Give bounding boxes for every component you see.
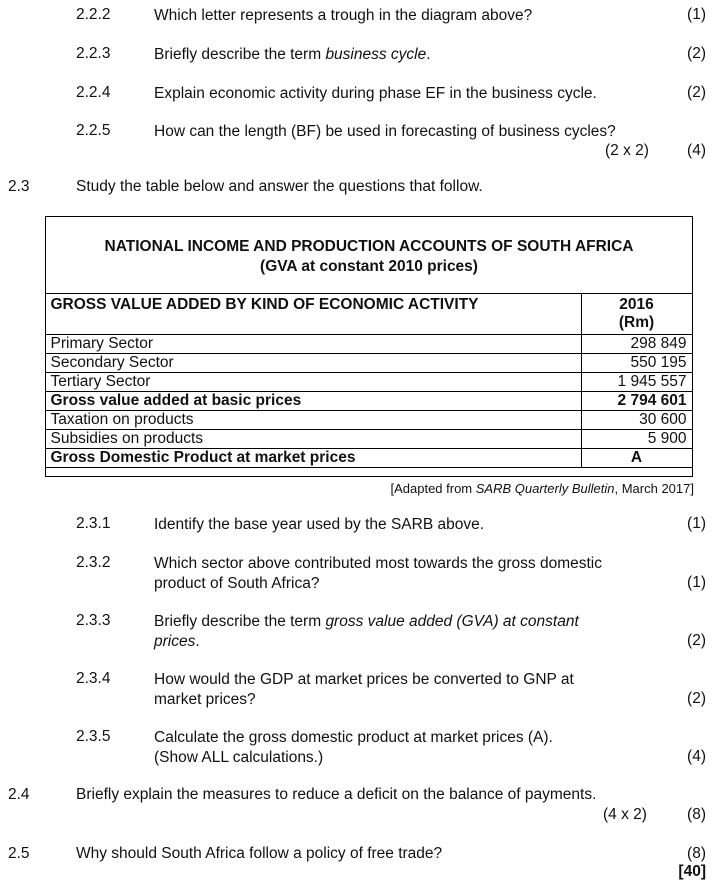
- question-line: How would the GDP at market prices be converted to GNP at: [154, 671, 574, 688]
- row-value: 298 849: [581, 335, 692, 354]
- section-number: 2.5: [8, 845, 30, 862]
- sub-mark: (2 x 2): [605, 142, 649, 159]
- table-row: [45, 430, 692, 449]
- row-value: 5 900: [581, 430, 692, 449]
- mark-allocation: (2): [687, 45, 706, 62]
- mark-allocation: (4): [687, 748, 706, 765]
- question-text: Which letter represents a trough in the diagram above?: [154, 7, 533, 24]
- section-question: Briefly explain the measures to reduce a deficit on the balance of payments.: [76, 786, 597, 803]
- question-line: market prices?: [154, 691, 256, 708]
- question-text: How can the length (BF) be used in forecasting of business cycles?: [154, 123, 616, 140]
- question-line: [154, 612, 659, 632]
- question-line: (Show ALL calculations.): [154, 749, 324, 766]
- table-row-total: [45, 392, 692, 411]
- section-number: 2.4: [8, 786, 30, 803]
- row-label: Tertiary Sector: [45, 373, 581, 392]
- question-line: Calculate the gross domestic product at market prices (A).: [154, 729, 553, 746]
- question-number: 2.3.4: [76, 670, 111, 687]
- section-total: [40]: [678, 863, 706, 880]
- table-row-total: [45, 449, 692, 468]
- question-number: 2.3.5: [76, 728, 111, 745]
- mark-allocation: (4): [687, 142, 706, 159]
- question-text: [154, 554, 659, 594]
- source-publication: SARB Quarterly Bulletin: [475, 481, 615, 496]
- mark-allocation: (2): [687, 84, 706, 101]
- row-value: 30 600: [581, 411, 692, 430]
- table-row: [45, 354, 692, 373]
- row-label: Taxation on products: [45, 411, 581, 430]
- question-text: [154, 612, 659, 652]
- question-text: [154, 45, 659, 65]
- table-source: [390, 481, 694, 496]
- accounts-table-box: [45, 216, 693, 477]
- question-term: business cycle: [325, 46, 427, 63]
- question-text-part: .: [195, 633, 200, 650]
- mark-allocation: (1): [687, 574, 706, 591]
- header-year: 2016: [619, 296, 654, 313]
- mark-allocation: (1): [687, 6, 706, 23]
- question-number: 2.3.1: [76, 515, 111, 532]
- question-term: gross value added (GVA) at constant: [325, 613, 579, 630]
- question-text-part: Briefly describe the term: [154, 613, 326, 630]
- question-text: Explain economic activity during phase EF in the business cycle.: [154, 85, 597, 102]
- question-text: [154, 728, 659, 768]
- question-text-part: .: [426, 46, 431, 63]
- table-row: [45, 411, 692, 430]
- table-title: [46, 237, 692, 277]
- mark-allocation: (1): [687, 515, 706, 532]
- section-question: Why should South Africa follow a policy of free trade?: [76, 845, 443, 862]
- mark-allocation: (2): [687, 690, 706, 707]
- column-header-year: [581, 294, 692, 335]
- question-number: 2.2.2: [76, 6, 111, 23]
- table-header-row: [45, 294, 692, 335]
- question-number: 2.2.3: [76, 45, 111, 62]
- question-term: prices: [154, 633, 196, 650]
- row-label: Subsidies on products: [45, 430, 581, 449]
- row-label: Primary Sector: [45, 335, 581, 354]
- sub-mark: (4 x 2): [603, 806, 647, 823]
- mark-allocation: (8): [687, 806, 706, 823]
- question-line: Which sector above contributed most towards the gross domestic: [154, 555, 602, 572]
- question-text: [154, 670, 659, 710]
- section-number: 2.3: [8, 178, 30, 195]
- table-title-line2: (GVA at constant 2010 prices): [260, 258, 478, 275]
- row-value: A: [581, 449, 692, 468]
- row-label: Secondary Sector: [45, 354, 581, 373]
- row-value: 2 794 601: [581, 392, 692, 411]
- mark-allocation: (8): [687, 845, 706, 862]
- header-unit: (Rm): [618, 314, 655, 331]
- question-text: Identify the base year used by the SARB above.: [154, 516, 485, 533]
- question-number: 2.3.3: [76, 612, 111, 629]
- question-number: 2.2.4: [76, 84, 111, 101]
- question-number: 2.3.2: [76, 554, 111, 571]
- source-text: [Adapted from: [390, 481, 476, 496]
- source-text: , March 2017]: [614, 481, 694, 496]
- question-text-part: Briefly describe the term: [154, 46, 326, 63]
- mark-allocation: (2): [687, 632, 706, 649]
- table-title-line1: NATIONAL INCOME AND PRODUCTION ACCOUNTS OF SOUTH AFRICA: [104, 238, 634, 255]
- row-label: Gross value added at basic prices: [45, 392, 581, 411]
- question-number: 2.2.5: [76, 122, 111, 139]
- row-label: Gross Domestic Product at market prices: [45, 449, 581, 468]
- column-header-activity: GROSS VALUE ADDED BY KIND OF ECONOMIC ACTIVITY: [45, 294, 581, 335]
- accounts-table: [45, 293, 693, 468]
- question-line: [154, 632, 659, 652]
- row-value: 550 195: [581, 354, 692, 373]
- row-value: 1 945 557: [581, 373, 692, 392]
- section-instruction: Study the table below and answer the questions that follow.: [76, 178, 483, 195]
- table-row: [45, 335, 692, 354]
- question-line: product of South Africa?: [154, 575, 320, 592]
- table-row: [45, 373, 692, 392]
